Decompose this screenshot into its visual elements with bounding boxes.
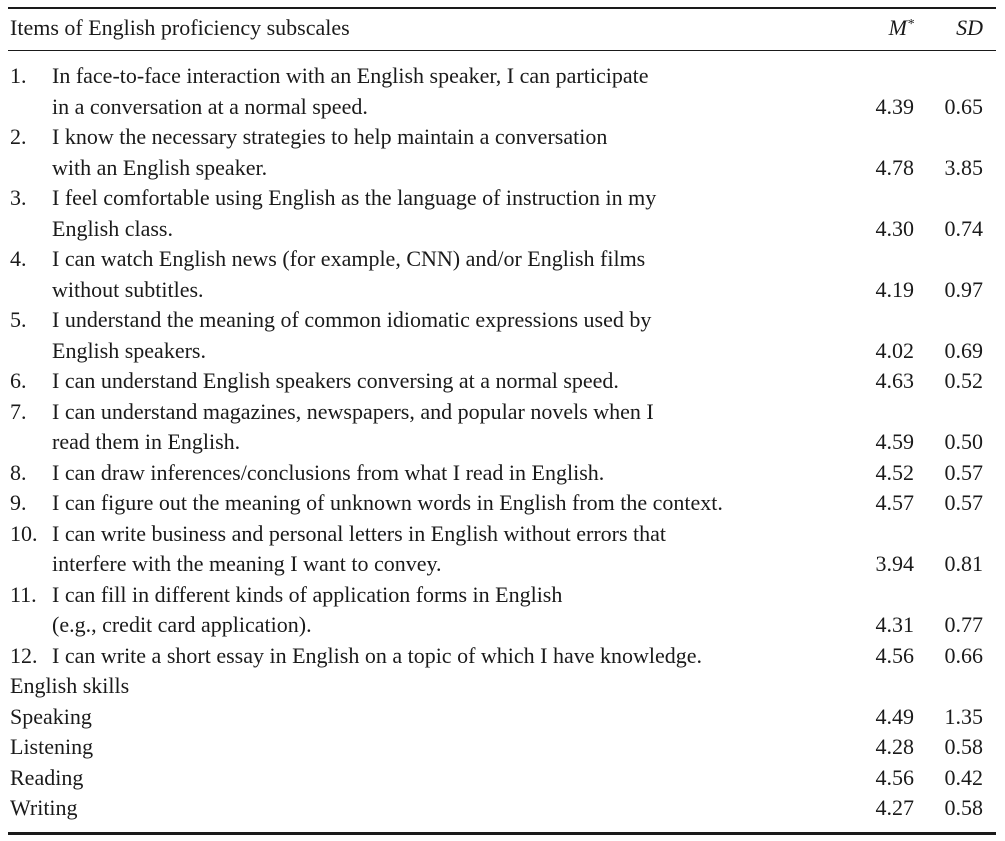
mean-column-header: M* — [888, 15, 914, 40]
item-number: 2. — [10, 124, 27, 149]
item-text-line: I can figure out the meaning of unknown words in English from the context. — [52, 490, 723, 515]
item-mean-value: 4.30 — [875, 216, 914, 241]
skill-name: Writing — [10, 795, 78, 820]
bottom-rule — [8, 832, 996, 835]
item-text-line: with an English speaker. — [52, 155, 268, 180]
skill-mean-value: 4.28 — [875, 734, 914, 759]
item-number: 12. — [10, 643, 38, 668]
item-text-line: I can watch English news (for example, CNN) and/or English films — [52, 246, 646, 271]
item-sd-value: 0.66 — [944, 643, 983, 668]
item-sd-value: 0.81 — [944, 551, 983, 576]
item-mean-value: 4.57 — [875, 490, 914, 515]
item-text-line: I can understand English speakers conversing at a normal speed. — [52, 368, 619, 393]
skill-sd-value: 0.42 — [944, 765, 983, 790]
item-text-line: In face-to-face interaction with an English speaker, I can participate — [52, 63, 649, 88]
item-mean-value: 4.02 — [875, 338, 914, 363]
item-sd-value: 0.52 — [944, 368, 983, 393]
skill-sd-value: 0.58 — [944, 795, 983, 820]
item-sd-value: 0.69 — [944, 338, 983, 363]
skill-mean-value: 4.27 — [875, 795, 914, 820]
item-text-line: interfere with the meaning I want to convey. — [52, 551, 442, 576]
item-mean-value: 4.31 — [875, 612, 914, 637]
item-text-line: in a conversation at a normal speed. — [52, 94, 368, 119]
skill-name: Listening — [10, 734, 94, 759]
items-column-header: Items of English proficiency subscales — [10, 15, 350, 40]
item-sd-value: 0.57 — [944, 460, 983, 485]
item-text-line: I can understand magazines, newspapers, and popular novels when I — [52, 399, 654, 424]
item-number: 4. — [10, 246, 27, 271]
item-mean-value: 4.39 — [875, 94, 914, 119]
item-mean-value: 4.59 — [875, 429, 914, 454]
sd-column-header: SD — [956, 15, 983, 40]
skill-sd-value: 1.35 — [944, 704, 983, 729]
item-text-line: (e.g., credit card application). — [52, 612, 312, 637]
skills-heading: English skills — [10, 673, 130, 698]
skill-mean-value: 4.56 — [875, 765, 914, 790]
item-number: 11. — [10, 582, 37, 607]
item-number: 1. — [10, 63, 27, 88]
item-text-line: I understand the meaning of common idiomatic expressions used by — [52, 307, 652, 332]
item-mean-value: 4.78 — [875, 155, 914, 180]
item-sd-value: 0.77 — [944, 612, 983, 637]
item-text-line: English class. — [52, 216, 173, 241]
item-mean-value: 4.52 — [875, 460, 914, 485]
item-mean-value: 4.56 — [875, 643, 914, 668]
item-text-line: I know the necessary strategies to help maintain a conversation — [52, 124, 608, 149]
skill-mean-value: 4.49 — [875, 704, 914, 729]
item-number: 7. — [10, 399, 27, 424]
item-number: 9. — [10, 490, 27, 515]
item-number: 6. — [10, 368, 27, 393]
item-text-line: I can fill in different kinds of application forms in English — [52, 582, 563, 607]
item-sd-value: 0.57 — [944, 490, 983, 515]
top-rule — [8, 7, 996, 9]
item-text-line: without subtitles. — [52, 277, 204, 302]
item-text-line: read them in English. — [52, 429, 241, 454]
item-mean-value: 4.19 — [875, 277, 914, 302]
skill-name: Speaking — [10, 704, 92, 729]
item-sd-value: 0.65 — [944, 94, 983, 119]
skill-sd-value: 0.58 — [944, 734, 983, 759]
item-text-line: I can write business and personal letters in English without errors that — [52, 521, 667, 546]
item-sd-value: 3.85 — [944, 155, 983, 180]
item-mean-value: 3.94 — [875, 551, 914, 576]
header-rule — [8, 50, 996, 51]
item-number: 5. — [10, 307, 27, 332]
item-sd-value: 0.50 — [944, 429, 983, 454]
item-mean-value: 4.63 — [875, 368, 914, 393]
item-text-line: I can write a short essay in English on a topic of which I have knowledge. — [52, 643, 703, 668]
item-sd-value: 0.97 — [944, 277, 983, 302]
item-number: 10. — [10, 521, 38, 546]
skill-name: Reading — [10, 765, 84, 790]
item-number: 8. — [10, 460, 27, 485]
item-text-line: I feel comfortable using English as the language of instruction in my — [52, 185, 657, 210]
item-sd-value: 0.74 — [944, 216, 983, 241]
item-number: 3. — [10, 185, 27, 210]
item-text-line: English speakers. — [52, 338, 206, 363]
item-text-line: I can draw inferences/conclusions from what I read in English. — [52, 460, 605, 485]
